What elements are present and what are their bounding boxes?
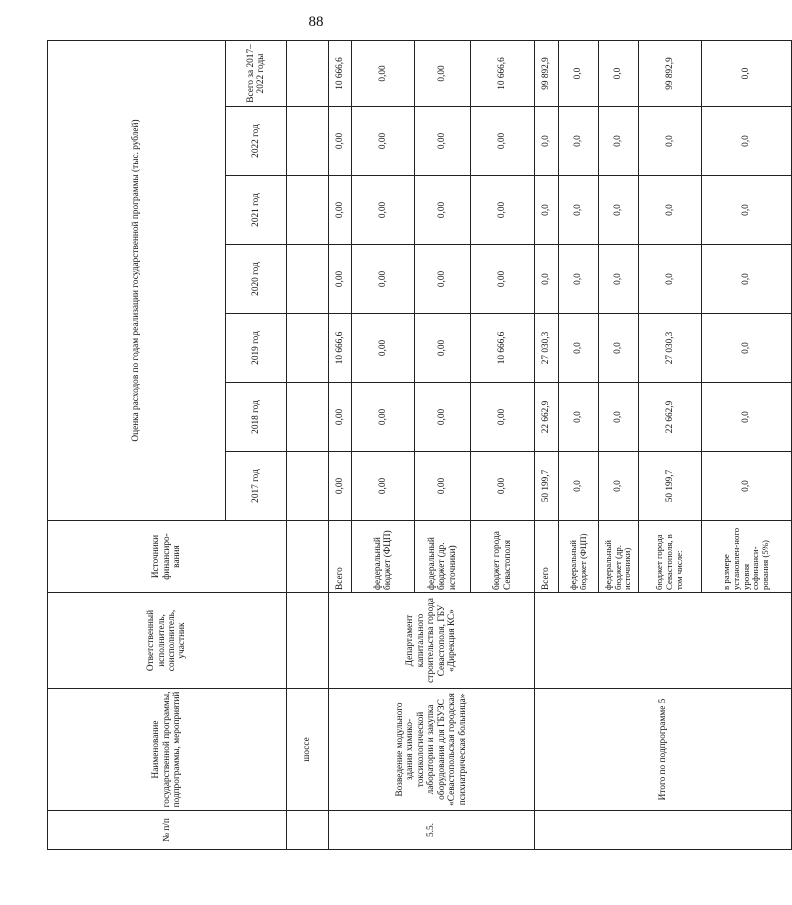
value-cell: 0,0	[559, 176, 599, 245]
value-cell: 0,0	[702, 245, 792, 314]
value-cell: 0,0	[599, 245, 639, 314]
value-cell: 0,00	[329, 176, 352, 245]
header-year-2018: 2018 год	[226, 383, 287, 452]
value-cell: 99 892,9	[535, 41, 559, 107]
value-cell: 0,0	[639, 107, 702, 176]
value-cell: 0,0	[559, 245, 599, 314]
value-cell: 0,00	[329, 245, 352, 314]
value-cell: 22 662,9	[535, 383, 559, 452]
value-cell: 0,00	[352, 383, 415, 452]
value-cell: 0,0	[599, 383, 639, 452]
value-cell: 50 199,7	[535, 452, 559, 521]
value-cell: 0,00	[471, 383, 535, 452]
value-cell: 0,0	[702, 314, 792, 383]
source-cell: бюджет города Севастополя	[471, 521, 535, 593]
value-cell: 0,0	[702, 107, 792, 176]
rotated-table-frame	[47, 41, 771, 850]
header-year-2019: 2019 год	[226, 314, 287, 383]
source-cell: в размере установлен-ного уровня софинанси-рования (5%)	[702, 521, 792, 593]
source-cell: Всего	[329, 521, 352, 593]
source-cell: Всего	[535, 521, 559, 593]
value-cell: 0,00	[352, 452, 415, 521]
value-cell: 22 662,9	[639, 383, 702, 452]
value-cell: 0,0	[535, 176, 559, 245]
value-cell: 0,0	[599, 41, 639, 107]
value-cell: 0,0	[559, 107, 599, 176]
value-cell: 0,0	[639, 176, 702, 245]
value-cell: 10 666,6	[329, 314, 352, 383]
value-cell: 0,00	[329, 383, 352, 452]
value-cell: 0,00	[415, 107, 471, 176]
source-cell: федеральный бюджет (др. источники)	[415, 521, 471, 593]
value-cell: 0,0	[599, 176, 639, 245]
value-cell: 0,00	[352, 107, 415, 176]
value-cell: 0,00	[329, 452, 352, 521]
table-row	[535, 41, 559, 850]
value-cell: 10 666,6	[471, 314, 535, 383]
header-sources: Источники финансиро-вания	[48, 521, 287, 593]
value-cell: 0,00	[415, 176, 471, 245]
value-cell: 0,0	[559, 452, 599, 521]
value-cell: 0,00	[471, 245, 535, 314]
value-cell: 0,0	[559, 314, 599, 383]
item-executor: Департамент капитального строительства города Севастополя, ГБУ «Дирекция КС»	[329, 593, 535, 689]
value-cell: 0,00	[415, 383, 471, 452]
value-cell: 0,0	[599, 107, 639, 176]
value-cell: 0,00	[329, 107, 352, 176]
value-cell: 0,00	[471, 107, 535, 176]
source-cell: федеральный бюджет (ФЦП)	[352, 521, 415, 593]
header-year-2022: 2022 год	[226, 107, 287, 176]
total-name: Итого по подпрограмме 5	[535, 689, 792, 811]
value-cell: 0,00	[415, 314, 471, 383]
header-estimate: Оценка расходов по годам реализации государственной программы (тыс. рублей)	[48, 41, 226, 521]
value-cell: 0,00	[471, 176, 535, 245]
source-cell: федеральный бюджет (др. источники)	[599, 521, 639, 593]
value-cell: 27 030,3	[535, 314, 559, 383]
value-cell: 0,0	[702, 176, 792, 245]
header-name: Наименование государственной программы, подпрограммы, мероприятий	[48, 689, 287, 811]
value-cell: 0,0	[639, 245, 702, 314]
financing-table	[47, 40, 792, 850]
header-year-2017: 2017 год	[226, 452, 287, 521]
value-cell: 0,0	[559, 41, 599, 107]
row-name: шоссе	[287, 689, 329, 811]
header-executor: Ответственный исполнитель, соисполнитель, участник	[48, 593, 287, 689]
table-row	[287, 41, 329, 850]
value-cell: 0,0	[599, 452, 639, 521]
value-cell: 0,00	[415, 245, 471, 314]
header-num: № п/п	[48, 811, 287, 850]
value-cell: 0,00	[352, 41, 415, 107]
header-year-2021: 2021 год	[226, 176, 287, 245]
header-year-2020: 2020 год	[226, 245, 287, 314]
value-cell: 0,0	[702, 383, 792, 452]
item-number: 5.5.	[329, 811, 535, 850]
value-cell: 99 892,9	[639, 41, 702, 107]
header-total: Всего за 2017–2022 годы	[226, 41, 287, 107]
value-cell: 10 666,6	[329, 41, 352, 107]
value-cell: 0,0	[535, 107, 559, 176]
value-cell: 0,00	[352, 314, 415, 383]
header-row-1	[48, 41, 226, 850]
value-cell: 0,0	[599, 314, 639, 383]
value-cell: 0,0	[702, 452, 792, 521]
value-cell: 0,00	[471, 452, 535, 521]
value-cell: 27 030,3	[639, 314, 702, 383]
value-cell: 50 199,7	[639, 452, 702, 521]
value-cell: 0,00	[352, 245, 415, 314]
value-cell: 0,0	[702, 41, 792, 107]
table-row	[329, 41, 352, 850]
source-cell: федеральный бюджет (ФЦП)	[559, 521, 599, 593]
value-cell: 0,00	[352, 176, 415, 245]
value-cell: 0,0	[559, 383, 599, 452]
page-number: 88	[308, 14, 324, 30]
value-cell: 0,00	[415, 452, 471, 521]
source-cell: бюджет города Севастополя, в том числе:	[639, 521, 702, 593]
value-cell: 0,00	[415, 41, 471, 107]
value-cell: 10 666,6	[471, 41, 535, 107]
item-name: Возведение модульного здания химико-токсикологической лаборатории и закупка оборудования для ГБУЗС «Севастопольская городская психиатрическая больница»	[329, 689, 535, 811]
value-cell: 0,0	[535, 245, 559, 314]
rotated-table-wrapper	[47, 41, 771, 850]
